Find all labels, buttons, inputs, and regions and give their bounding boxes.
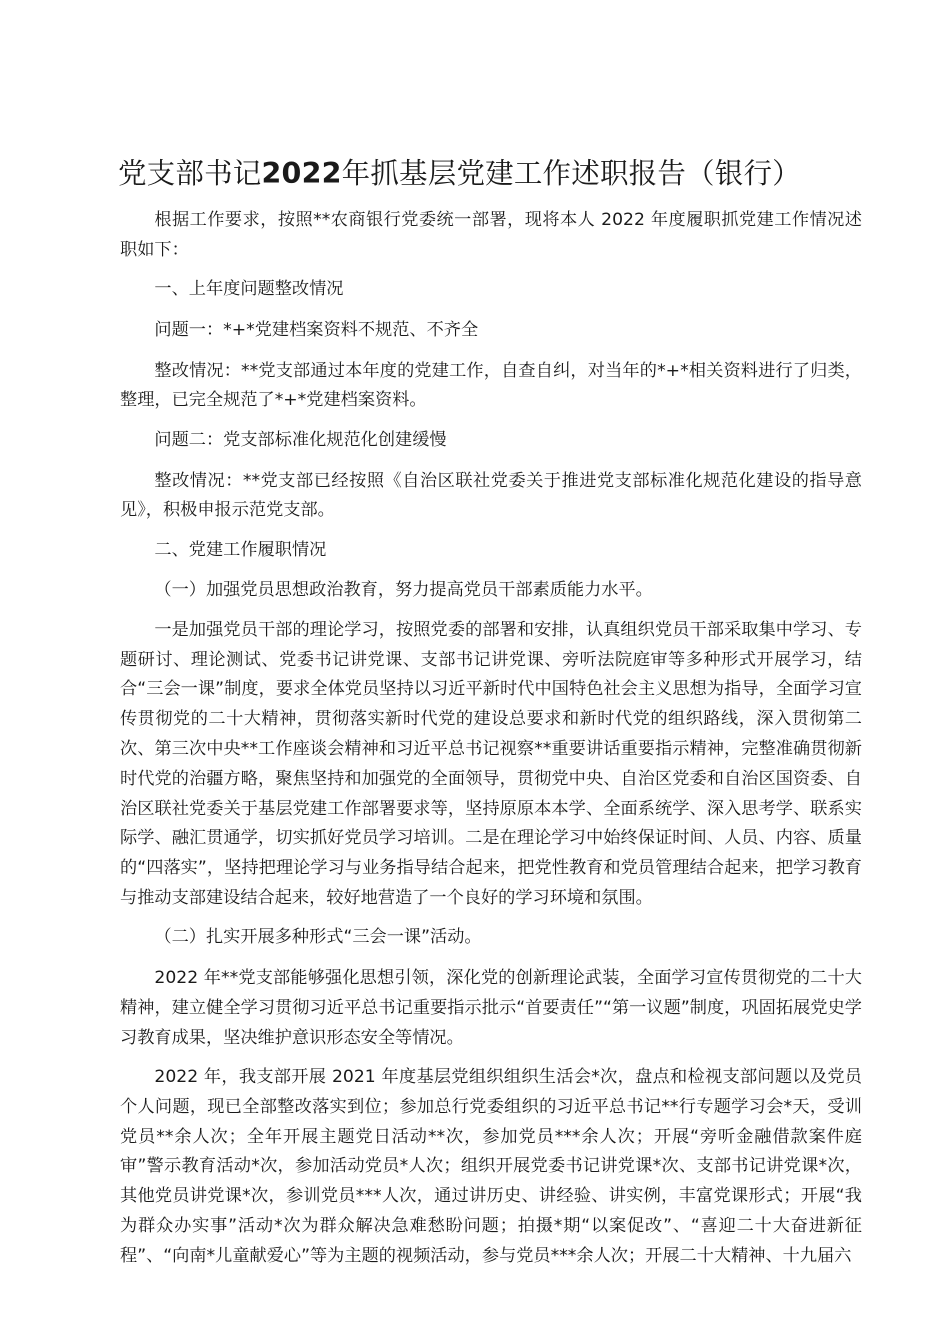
paragraph-2022-guidance: 2022 年**党支部能够强化思想引领，深化党的创新理论武装，全面学习宣传贯彻党的二十大精神，建立健全学习贯彻习近平总书记重要指示批示“首要责任”“第一议题”制度，巩固拓展党史学习教育成果，坚决维护意识形态安全等情况。	[120, 968, 862, 1048]
problem-2: 问题二：党支部标准化规范化创建缓慢	[154, 429, 447, 450]
problem-1: 问题一：*+*党建档案资料不规范、不齐全	[154, 319, 479, 340]
rectification-1: 整改情况：**党支部通过本年度的党建工作，自查自纠，对当年的*+*相关资料进行了归类，整理，已完全规范了*+*党建档案资料。	[120, 360, 862, 411]
subsection-heading-1: （一）加强党员思想政治教育，努力提高党员干部素质能力水平。	[154, 580, 653, 601]
paragraph-theory-study: 一是加强党员干部的理论学习，按照党委的部署和安排，认真组织党员干部采取集中学习、专题研讨、理论测试、党委书记讲党课、支部书记讲党课、旁听法院庭审等多种形式开展学习，结合“三会一课”制度，要求全体党员坚持以习近平新时代中国特色社会主义思想为指导，全面学习宣传贯彻党的二十大精神，贯彻落实新时代党的建设总要求和新时代党的组织路线，深入贯彻第二次、第三次中央**工作座谈会精神和习近平总书记视察**重要讲话重要指示精神，完整准确贯彻新时代党的治疆方略，聚焦坚持和加强党的全面领导，贯彻党中央、自治区党委和自治区国资委、自治区联社党委关于基层党建工作部署要求等，坚持原原本本学、全面系统学、深入思考学、联系实际学、融汇贯通学，切实抓好党员学习培训。二是在理论学习中始终保证时间、人员、内容、质量的“四落实”，坚持把理论学习与业务指导结合起来，把党性教育和党员管理结合起来，把学习教育与推动支部建设结合起来，较好地营造了一个良好的学习环境和氛围。	[120, 619, 862, 908]
document-body	[120, 206, 862, 1281]
paragraph-intro: 根据工作要求，按照**农商银行党委统一部署，现将本人 2022 年度履职抓党建工作情况述职如下：	[120, 210, 862, 260]
section-heading-2: 二、党建工作履职情况	[154, 539, 327, 560]
section-heading-1: 一、上年度问题整改情况	[154, 279, 344, 300]
paragraph-2022-activities: 2022 年，我支部开展 2021 年度基层党组织组织生活会*次，盘点和检视支部问题以及党员个人问题，现已全部整改落实到位；参加总行党委组织的习近平总书记**行专题学习会*天，受训党员**余人次；全年开展主题党日活动**次，参加党员***余人次；开展“旁听金融借款案件庭审”警示教育活动*次，参加活动党员*人次；组织开展党委书记讲党课*次、支部书记讲党课*次，其他党员讲党课*次，参训党员***人次，通过讲历史、讲经验、讲实例，丰富党课形式；开展“我为群众办实事”活动*次为群众解决急难愁盼问题；拍摄*期“以案促改”、“喜迎二十大奋进新征程”、“向南*儿童献爱心”等为主题的视频活动，参与党员***余人次；开展二十大精神、十九届六	[120, 1066, 862, 1266]
rectification-2: 整改情况：**党支部已经按照《自治区联社党委关于推进党支部标准化规范化建设的指导意见》，积极申报示范党支部。	[120, 470, 862, 521]
title-prefix: 党支部书记	[118, 157, 262, 190]
title-suffix: 年抓基层党建工作述职报告（银行）	[341, 157, 801, 190]
subsection-heading-2: （二）扎实开展多种形式“三会一课”活动。	[154, 927, 482, 948]
document-title	[118, 152, 878, 196]
title-year: 2022	[261, 157, 342, 190]
